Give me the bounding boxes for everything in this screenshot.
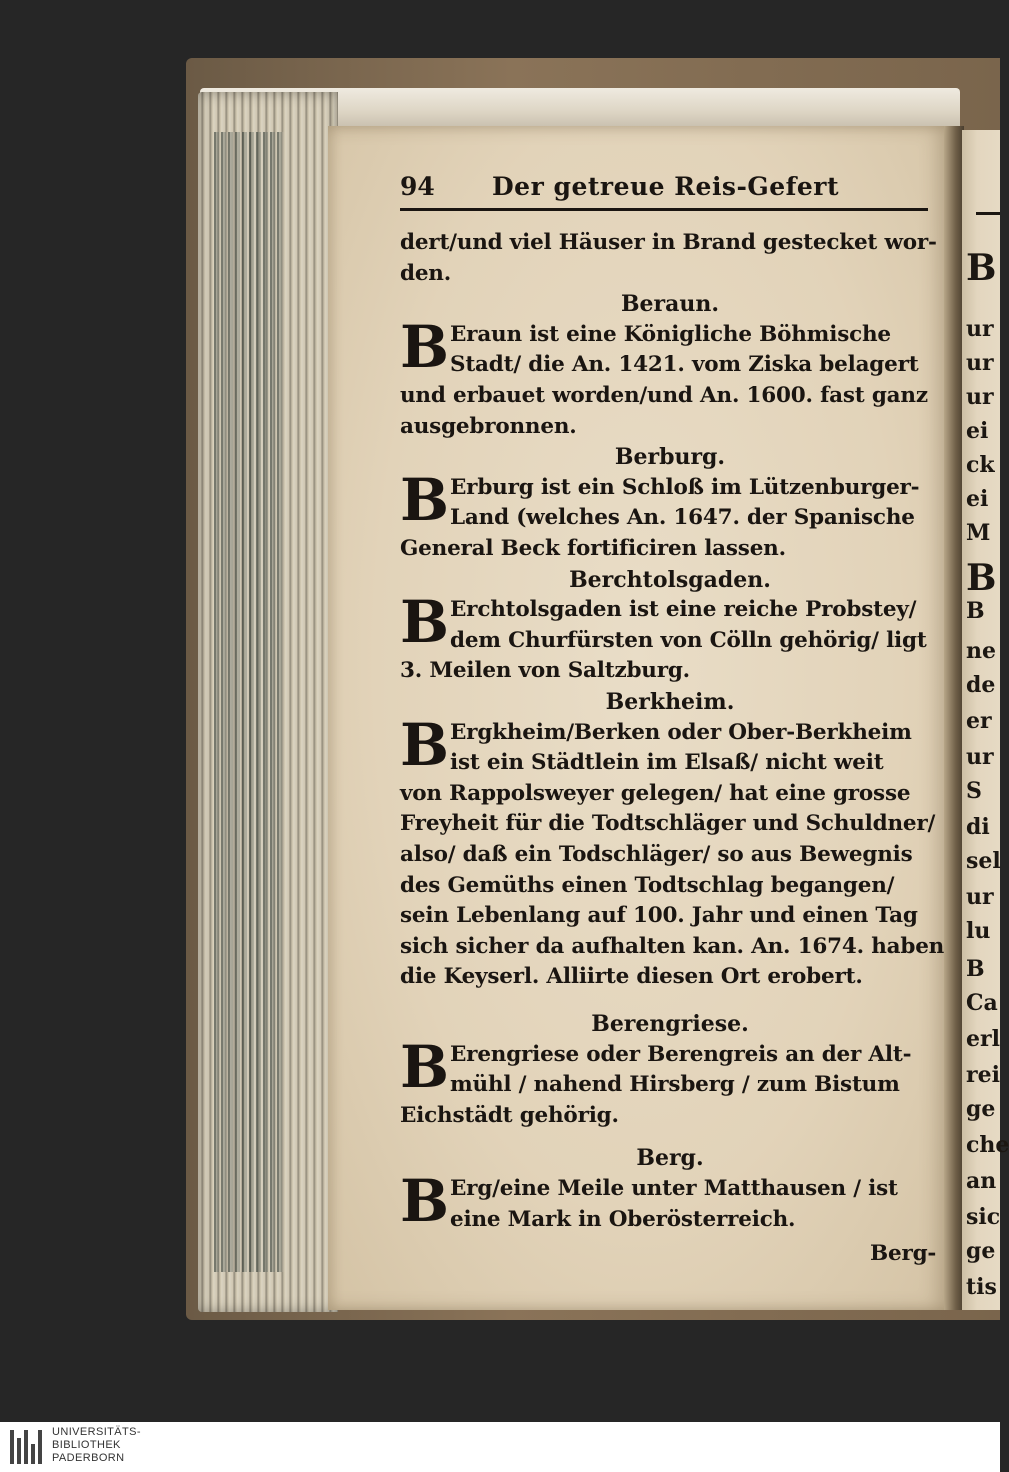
footer-bar [0,1422,1000,1472]
facing-page-text-fragment: ne [966,638,996,664]
facing-page-text-fragment: ur [966,316,994,342]
facing-page-text-fragment: ei [966,418,989,444]
drop-initial: B [400,312,450,381]
text-line: 3. Meilen von Saltzburg. [400,658,690,684]
facing-page-text-fragment: ei [966,486,989,512]
page-stack-edge [198,92,338,1312]
facing-page-text-fragment: ge [966,1238,996,1264]
facing-page-text-fragment: er [966,708,992,734]
facing-page-text-fragment: M [966,520,991,546]
text-line: also/ daß ein Todschläger/ so aus Bewegnis [400,842,913,867]
facing-page-text-fragment: che [966,1132,1009,1158]
facing-page-text-fragment: ur [966,384,994,410]
library-name-line: PADERBORN [52,1452,125,1464]
facing-page-text-fragment: Ca [966,990,998,1016]
facing-page-text-fragment: ur [966,744,994,770]
entry-heading: Berkheim. [605,689,735,715]
head-rule [400,208,928,211]
drop-initial: B [400,588,450,657]
facing-page-text-fragment: ur [966,350,994,376]
facing-page-text-fragment: sel [966,848,1001,874]
facing-page-text-fragment: B [966,557,997,599]
book-gutter [944,126,964,1310]
text-line: Erburg ist ein Schloß im Lützenburger- [450,474,920,500]
catchword: Berg- [870,1241,937,1267]
drop-initial: B [400,710,450,779]
drop-initial: B [400,1032,450,1101]
text-line: Stadt/ die An. 1421. vom Ziska belagert [450,352,919,378]
text-line: die Keyserl. Alliirte diesen Ort erobert. [400,964,863,990]
entry-heading: Berchtolsgaden. [569,566,771,593]
facing-page-text-fragment: B [966,956,985,982]
text-line: des Gemüths einen Todtschlag begangen/ [400,872,895,898]
library-name-line: UNIVERSITÄTS- [52,1426,141,1438]
text-line: Eichstädt gehörig. [400,1102,619,1128]
facing-page-text-fragment: ur [966,884,994,910]
facing-page-fragment [962,130,1009,1310]
text-line: eine Mark in Oberösterreich. [450,1206,796,1232]
text-line: von Rappolsweyer gelegen/ hat eine grosse [400,780,911,806]
text-line: Erchtolsgaden ist eine reiche Probstey/ [450,597,917,623]
text-line: sein Lebenlang auf 100. Jahr und einen Tag [400,903,918,929]
text-line: dem Churfürsten von Cölln gehörig/ ligt [450,627,927,653]
text-line: ausgebronnen. [400,413,577,439]
library-name [52,1426,141,1465]
facing-page-text-fragment: di [966,814,990,840]
text-line: Erg/eine Meile unter Matthausen / ist [450,1176,898,1201]
entry-heading: Berg. [636,1145,704,1172]
facing-page-rule [976,212,1000,215]
text-line: mühl / nahend Hirsberg / zum Bistum [450,1072,900,1098]
text-line: Freyheit für die Todtschläger und Schuldner/ [400,811,936,837]
facing-page-text-fragment: ge [966,1096,996,1122]
drop-initial: B [400,1167,450,1235]
facing-page-text-fragment: rei [966,1062,1000,1088]
text-line: Eraun ist eine Königliche Böhmische [450,321,891,347]
facing-page-text-fragment: de [966,672,996,698]
entry-heading: Berburg. [614,444,726,471]
page-number: 94 [400,172,435,201]
running-title: Der getreue Reis-Gefert [492,172,840,201]
text-line: General Beck fortificiren lassen. [400,536,786,561]
library-logo-icon [10,1430,44,1464]
facing-page-text-fragment: ck [966,452,995,478]
text-line: und erbauet worden/und An. 1600. fast ganz [400,383,928,408]
library-name-line: BIBLIOTHEK [52,1439,121,1451]
entry-heading: Berengriese. [591,1011,749,1037]
facing-page-text-fragment: tis [966,1274,997,1300]
text-line: den. [400,260,452,286]
facing-page-text-fragment: lu [966,918,991,944]
drop-initial: B [400,465,450,534]
text-line: Ergkheim/Berken oder Ober-Berkheim [450,719,912,745]
facing-page-text-fragment: S [966,778,982,804]
facing-page-text-fragment: erl [966,1026,1000,1052]
text-line: dert/und viel Häuser in Brand gestecket wor- [400,230,937,255]
facing-page-text-fragment: an [966,1168,997,1194]
text-line: ist ein Städtlein im Elsaß/ nicht weit [450,750,884,776]
facing-page-text-fragment: B [966,247,997,289]
text-line: Erengriese oder Berengreis an der Alt- [450,1041,912,1067]
text-line: Land (welches An. 1647. der Spanische [450,505,915,531]
text-line: sich sicher da aufhalten kan. An. 1674. haben [400,933,945,959]
facing-page-text-fragment: B [966,598,985,624]
entry-heading: Beraun. [620,291,720,318]
facing-page-text-fragment: sic [966,1204,1001,1230]
running-head [400,172,928,206]
